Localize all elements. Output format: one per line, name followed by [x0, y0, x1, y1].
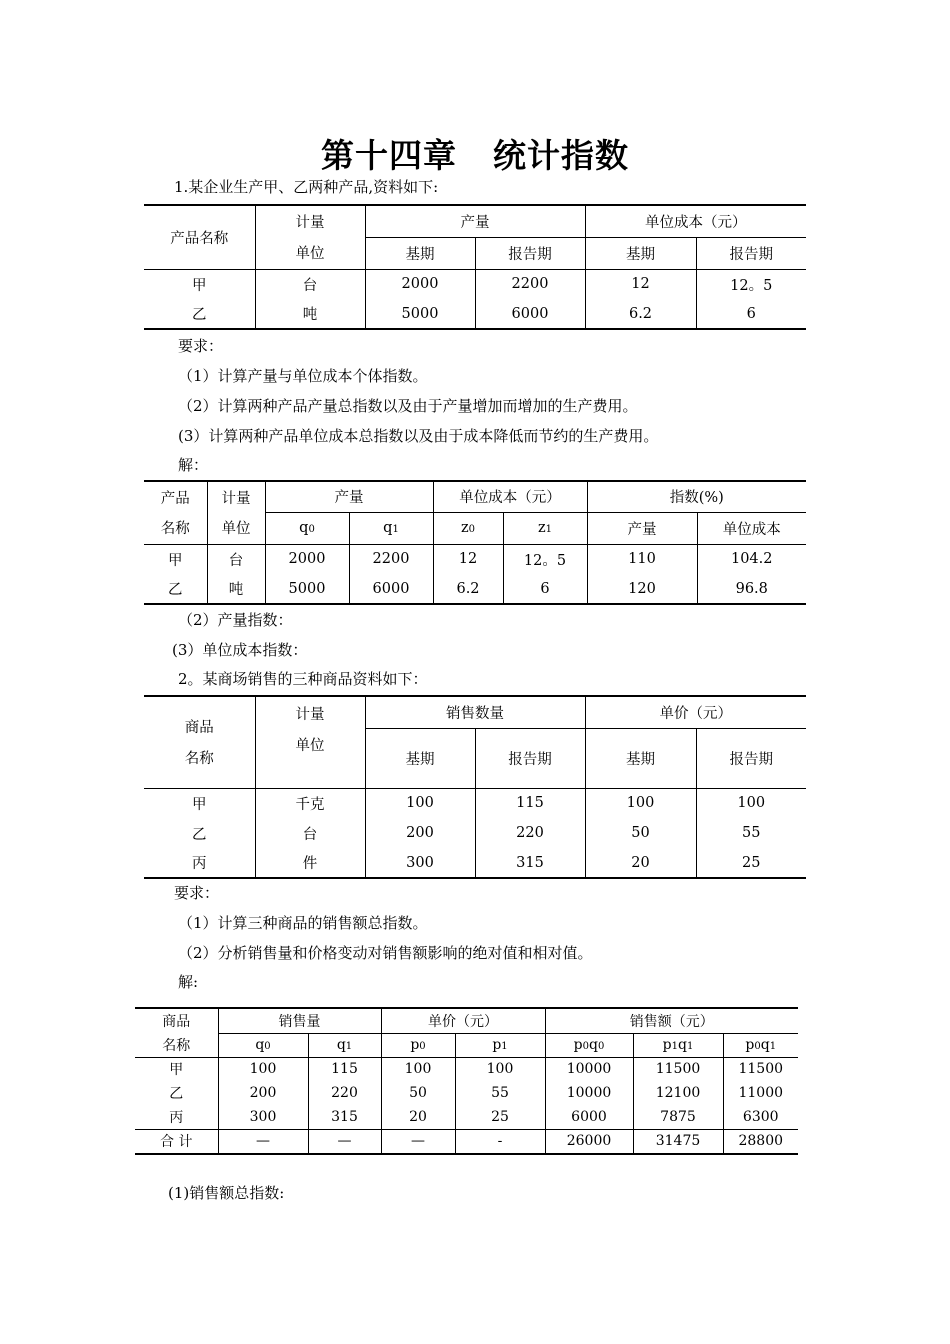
header-unit-l1: 计量	[255, 205, 365, 237]
table-total-row	[135, 1129, 798, 1154]
header-z0: z0	[433, 512, 503, 544]
header-output-base: 基期	[365, 237, 475, 269]
q1-note-2: (3）单位成本指数：	[172, 641, 308, 659]
cell-name: 丙	[135, 1105, 218, 1129]
cell-p0q1: 11500	[723, 1057, 798, 1081]
header-q0: q0	[265, 512, 349, 544]
header-idx-cost: 单位成本	[722, 521, 781, 538]
page-title	[0, 130, 950, 177]
header-goods-name	[144, 696, 255, 788]
cell-unit: 台	[255, 269, 365, 299]
cell-unit: 吨	[207, 574, 265, 604]
header-price-report: 报告期	[729, 751, 773, 768]
cell-p1: 25	[455, 1105, 545, 1129]
cell-total-p1q1: 31475	[633, 1129, 723, 1154]
q2-solution-table	[135, 1007, 798, 1155]
q2-solution-label: 解:	[178, 973, 199, 991]
cell-p0q1: 6300	[742, 1108, 779, 1125]
header-sales-amt: 销售额（元）	[545, 1008, 798, 1033]
cell-total-p0: —	[381, 1129, 455, 1154]
cell-q-report: 2200	[475, 269, 585, 299]
cell-q-report: 115	[475, 788, 585, 818]
cell-q1: 220	[308, 1081, 381, 1105]
header-sales-qty: 销售量	[218, 1008, 381, 1033]
cell-idx-z: 96.8	[697, 574, 806, 604]
table-row	[135, 1057, 798, 1081]
header-goods-l2: 名称	[135, 1033, 218, 1057]
cell-unit: 千克	[255, 788, 365, 818]
cell-c-base: 12	[585, 269, 696, 299]
cell-unit: 台	[207, 544, 265, 574]
cell-total-p0q1: 28800	[723, 1129, 798, 1154]
header-q1: q1	[308, 1033, 381, 1057]
q1-requirement-label: 要求：	[178, 337, 224, 355]
cell-q0: 5000	[265, 574, 349, 604]
header-unit	[255, 696, 365, 788]
cell-name: 甲	[144, 269, 255, 299]
header-p0q0: p0q0	[545, 1033, 633, 1057]
cell-z0: 12	[433, 544, 503, 574]
cell-q-report: 315	[475, 848, 585, 878]
header-unit-l2: 单位	[207, 512, 265, 544]
cell-p0: 100	[381, 1057, 455, 1081]
header-cost-report: 报告期	[729, 246, 773, 263]
header-output-report: 报告期	[475, 237, 585, 269]
header-unit-l1: 计量	[295, 707, 325, 723]
q1-requirement-3: (3）计算两种产品单位成本总指数以及由于成本降低而节约的生产费用。	[178, 427, 659, 445]
table-row	[144, 544, 806, 574]
chapter-title: 统计指数	[493, 136, 629, 175]
cell-q-base: 100	[365, 788, 475, 818]
header-price-base: 基期	[585, 728, 696, 788]
header-output: 产量	[265, 481, 433, 512]
q1-requirement-2: （2）计算两种产品产量总指数以及由于产量增加而增加的生产费用。	[178, 397, 638, 415]
q2-data-table	[144, 695, 806, 879]
cell-q-base: 300	[365, 848, 475, 878]
cell-p0: 20	[381, 1105, 455, 1129]
header-goods-l2: 名称	[184, 751, 214, 768]
cell-p0q0: 10000	[545, 1057, 633, 1081]
cell-p0q0: 10000	[545, 1081, 633, 1105]
cell-q0: 200	[218, 1081, 308, 1105]
q2-requirement-2: （2）分析销售量和价格变动对销售额影响的绝对值和相对值。	[178, 944, 593, 962]
cell-name: 丙	[144, 848, 255, 878]
cell-name: 乙	[135, 1081, 218, 1105]
cell-name: 乙	[144, 299, 255, 329]
cell-p-base: 50	[585, 818, 696, 848]
cell-q1: 6000	[349, 574, 433, 604]
chapter-number: 第十四章	[321, 136, 457, 175]
header-p1: p1	[455, 1033, 545, 1057]
header-qty-report: 报告期	[475, 728, 585, 788]
q1-note-1: （2）产量指数：	[178, 611, 293, 629]
cell-q0: 300	[218, 1105, 308, 1129]
q1-data-table	[144, 204, 806, 330]
cell-total-q0: —	[218, 1129, 308, 1154]
cell-name: 甲	[135, 1057, 218, 1081]
cell-q-base: 2000	[365, 269, 475, 299]
cell-p1: 100	[455, 1057, 545, 1081]
header-qty-base: 基期	[365, 728, 475, 788]
cell-p0q0: 6000	[545, 1105, 633, 1129]
header-unit-l2: 单位	[255, 237, 365, 269]
q2-intro: 2。某商场销售的三种商品资料如下：	[178, 670, 428, 688]
cell-c-base: 6.2	[585, 299, 696, 329]
table-row	[144, 574, 806, 604]
cell-total-p0q0: 26000	[545, 1129, 633, 1154]
cell-p1: 55	[455, 1081, 545, 1105]
table-row	[144, 848, 806, 878]
header-price: 单价（元）	[381, 1008, 545, 1033]
cell-name: 甲	[144, 544, 207, 574]
cell-p1q1: 11500	[633, 1057, 723, 1081]
table-row	[144, 299, 806, 329]
cell-name: 甲	[144, 788, 255, 818]
header-unit-cost: 单位成本（元）	[433, 481, 587, 512]
cell-p-base: 20	[585, 848, 696, 878]
cell-q-base: 5000	[365, 299, 475, 329]
header-output: 产量	[365, 205, 585, 237]
cell-q1: 315	[308, 1105, 381, 1129]
header-product-l2: 名称	[144, 512, 207, 544]
cell-p-report: 55	[742, 825, 761, 841]
header-index: 指数(%)	[587, 481, 806, 512]
header-p0q1: p0q1	[745, 1037, 777, 1053]
q1-solution-label: 解：	[178, 456, 209, 474]
table-row	[144, 818, 806, 848]
header-z1: z1	[503, 512, 587, 544]
q1-requirement-1: （1）计算产量与单位成本个体指数。	[178, 367, 428, 385]
cell-c-report: 6	[696, 299, 806, 329]
header-price: 单价（元）	[585, 696, 806, 728]
cell-z1: 6	[503, 574, 587, 604]
header-q0: q0	[218, 1033, 308, 1057]
header-unit-l2: 单位	[295, 738, 325, 754]
cell-q1: 115	[308, 1057, 381, 1081]
cell-q-report: 6000	[475, 299, 585, 329]
table-row	[144, 269, 806, 299]
cell-idx-q: 110	[587, 544, 697, 574]
header-goods-l1: 商品	[184, 720, 214, 737]
cell-p-report: 25	[696, 848, 806, 878]
header-q1: q1	[349, 512, 433, 544]
header-p1q1: p1q1	[633, 1033, 723, 1057]
cell-p1q1: 7875	[633, 1105, 723, 1129]
cell-idx-q: 120	[587, 574, 697, 604]
header-sales-qty: 销售数量	[365, 696, 585, 728]
cell-p0q1: 11000	[738, 1085, 784, 1101]
cell-unit: 件	[255, 848, 365, 878]
cell-unit: 台	[255, 818, 365, 848]
cell-total-q1: —	[308, 1129, 381, 1154]
header-product-name: 产品名称	[144, 205, 255, 269]
header-unit-cost: 单位成本（元）	[585, 205, 806, 237]
cell-total-p1: -	[455, 1129, 545, 1154]
cell-p1q1: 12100	[633, 1081, 723, 1105]
cell-p0: 50	[381, 1081, 455, 1105]
cell-q-report: 220	[475, 818, 585, 848]
cell-name: 乙	[144, 818, 255, 848]
cell-c-report: 12。5	[696, 269, 806, 299]
cell-p-base: 100	[585, 788, 696, 818]
cell-z1: 12。5	[503, 544, 587, 574]
table-row	[144, 788, 806, 818]
cell-name: 乙	[144, 574, 207, 604]
cell-q0: 100	[218, 1057, 308, 1081]
q1-solution-table	[144, 480, 806, 605]
cell-z0: 6.2	[433, 574, 503, 604]
header-idx-output: 产量	[587, 512, 697, 544]
table-row	[135, 1081, 798, 1105]
header-unit-l1: 计量	[207, 481, 265, 512]
q2-requirement-1: （1）计算三种商品的销售额总指数。	[178, 914, 428, 932]
cell-idx-z: 104.2	[697, 544, 806, 574]
cell-total-label: 合 计	[135, 1129, 218, 1154]
q2-note: (1)销售额总指数:	[168, 1184, 285, 1202]
cell-unit: 吨	[255, 299, 365, 329]
header-cost-base: 基期	[585, 237, 696, 269]
header-p0: p0	[381, 1033, 455, 1057]
cell-q1: 2200	[349, 544, 433, 574]
header-goods-l1: 商品	[135, 1008, 218, 1033]
cell-q-base: 200	[365, 818, 475, 848]
cell-q0: 2000	[265, 544, 349, 574]
header-product-l1: 产品	[144, 481, 207, 512]
table-row	[135, 1105, 798, 1129]
q2-requirement-label: 要求：	[174, 884, 220, 902]
q1-intro: 1.某企业生产甲、乙两种产品,资料如下:	[174, 178, 439, 196]
cell-p-report: 100	[696, 788, 806, 818]
